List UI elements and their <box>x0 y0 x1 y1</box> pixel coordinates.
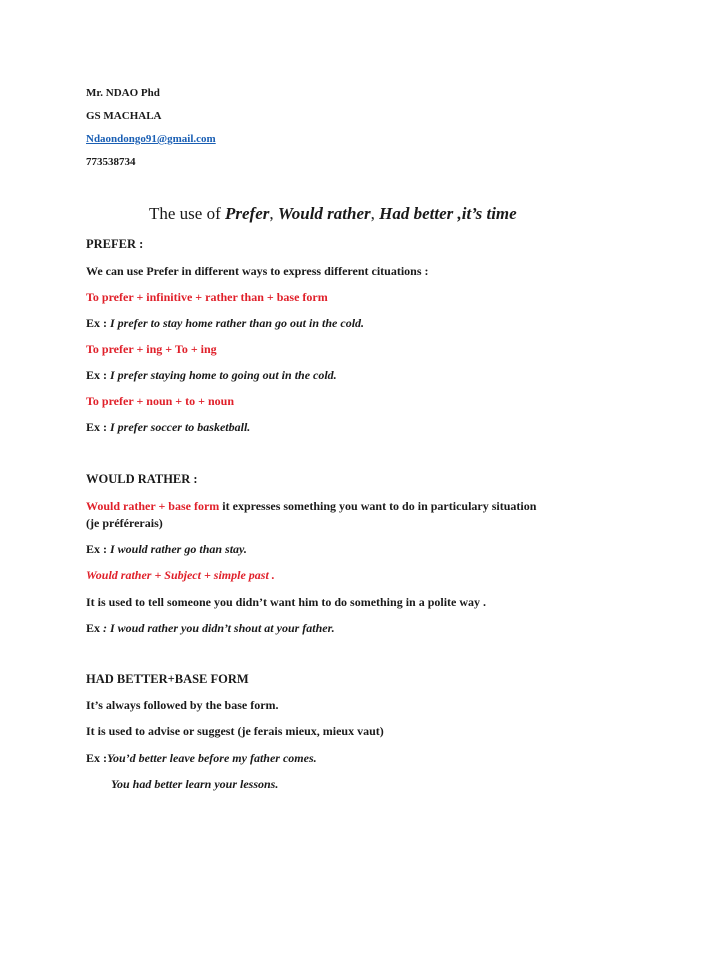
example-label: Ex : <box>86 316 110 330</box>
example-label: Ex : <box>86 420 110 434</box>
would-rather-rule-2-description: It is used to tell someone you didn’t want him to do something in a polite way . <box>86 595 487 609</box>
example-text: : I woud rather you didn’t shout at your father. <box>103 621 335 635</box>
had-better-line-1: It’s always followed by the base form. <box>86 698 279 712</box>
title-prefer: Prefer <box>225 204 270 223</box>
would-rather-example-2 <box>86 621 335 636</box>
example-text: You had better learn your lessons. <box>111 777 279 791</box>
would-rather-rule-1 <box>86 498 646 532</box>
would-rather-heading: WOULD RATHER : <box>86 472 198 486</box>
prefer-example-1 <box>86 316 364 331</box>
had-better-example-1 <box>86 751 317 766</box>
rule-translation: (je préférerais) <box>86 516 163 530</box>
example-label: Ex : <box>86 368 110 382</box>
title-prefix: The use of <box>149 204 226 223</box>
email-link[interactable]: Ndaondongo91@gmail.com <box>86 133 216 145</box>
prefer-example-2 <box>86 368 337 383</box>
title-had-better: Had better ,it’s time <box>379 204 517 223</box>
title-separator: , <box>370 204 380 223</box>
example-text: I prefer to stay home rather than go out in the cold. <box>110 316 365 330</box>
example-label: Ex : <box>86 542 110 556</box>
rule-formula: Would rather + base form <box>86 499 220 513</box>
prefer-intro: We can use Prefer in different ways to express different cituations : <box>86 264 429 278</box>
had-better-line-2: It is used to advise or suggest (je ferais mieux, mieux vaut) <box>86 724 384 738</box>
prefer-example-3 <box>86 420 250 435</box>
title-would-rather: Would rather <box>277 204 371 223</box>
rule-description: it expresses something you want to do in particulary situation <box>219 499 537 513</box>
page-title <box>149 204 517 224</box>
example-text: You’d better leave before my father comes. <box>107 751 317 765</box>
example-label: Ex <box>86 621 104 635</box>
author-name: Mr. NDAO Phd <box>86 87 160 99</box>
example-label: Ex : <box>86 751 107 765</box>
had-better-heading: HAD BETTER+BASE FORM <box>86 672 249 686</box>
prefer-heading: PREFER : <box>86 237 144 251</box>
author-header <box>86 82 216 174</box>
school-name: GS MACHALA <box>86 110 162 122</box>
prefer-rule-3: To prefer + noun + to + noun <box>86 394 234 408</box>
example-text: I would rather go than stay. <box>110 542 247 556</box>
example-text: I prefer staying home to going out in the cold. <box>110 368 337 382</box>
prefer-rule-2: To prefer + ing + To + ing <box>86 342 217 356</box>
would-rather-example-1 <box>86 542 247 557</box>
phone-number: 773538734 <box>86 156 136 168</box>
prefer-rule-1: To prefer + infinitive + rather than + base form <box>86 290 328 304</box>
title-separator: , <box>269 204 278 223</box>
had-better-example-2 <box>111 777 278 792</box>
would-rather-rule-2: Would rather + Subject + simple past . <box>86 568 275 582</box>
example-text: I prefer soccer to basketball. <box>110 420 251 434</box>
